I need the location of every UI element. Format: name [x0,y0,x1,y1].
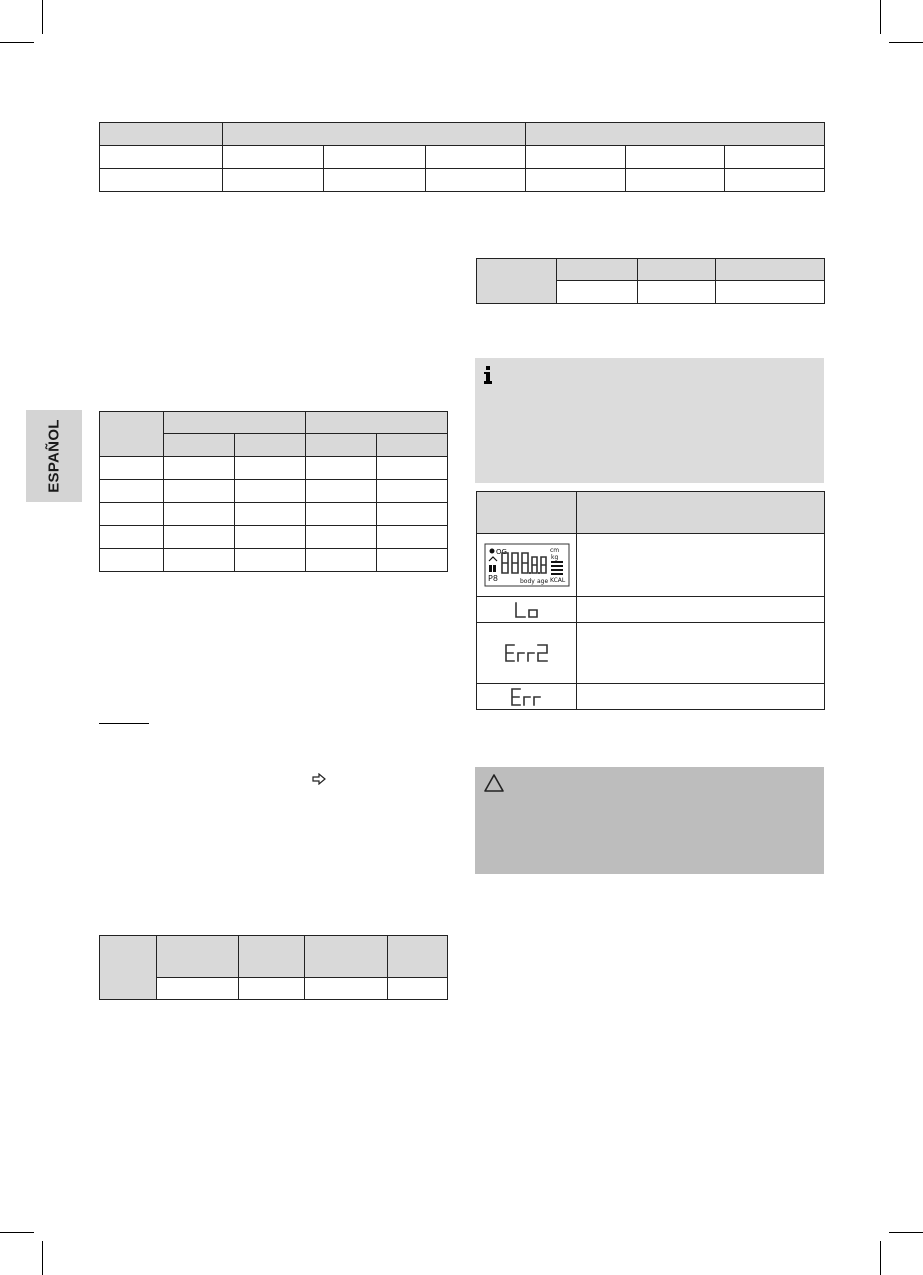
err-display-icon [511,688,543,706]
table-cell [388,978,448,1000]
crop-mark [0,1232,34,1233]
table-cell [235,503,306,526]
table-cell [306,412,448,434]
table-cell [235,549,306,572]
table-row [477,597,825,623]
table-cell [100,503,164,526]
table-row [100,503,448,526]
table-cell [164,412,306,434]
table-cell [377,480,448,503]
table-cell [157,936,239,978]
lcd-body-label: body [519,578,535,585]
table-row [100,480,448,503]
display-error-table [476,491,825,710]
table-cell [324,146,426,169]
table-cell [164,457,235,480]
table-cell [557,259,638,281]
table-cell [239,936,305,978]
table-cell [577,534,825,597]
table-header-row [477,259,825,281]
table-cell [306,503,377,526]
crop-mark [880,0,881,34]
warning-note-box [475,767,824,874]
top-table [99,122,825,192]
table-cell [239,978,305,1000]
table-cell [164,526,235,549]
table-cell [223,123,526,146]
table-cell [306,526,377,549]
table-row [100,146,825,169]
table-cell [100,146,223,169]
table-cell [426,169,526,192]
lo-display-cell [477,597,577,623]
table-cell [377,503,448,526]
table-cell [164,480,235,503]
table-header-row [100,936,448,978]
crop-mark [889,42,923,43]
table-cell [557,281,638,304]
table-cell [626,169,725,192]
table-cell [306,480,377,503]
table-cell [305,936,388,978]
table-cell [577,492,825,534]
table-cell [306,434,377,457]
table-cell [526,146,626,169]
table-cell [223,146,324,169]
table-cell [100,480,164,503]
table-cell [526,123,825,146]
lcd-cm-label: cm [549,547,559,554]
table-cell [100,936,157,1000]
table-header-row [100,123,825,146]
table-cell [100,526,164,549]
table-cell [426,146,526,169]
left-middle-table [99,411,448,572]
lcd-display-cell [477,534,577,597]
language-tab-label: ESPAÑOL [45,419,63,493]
language-tab [26,410,82,502]
table-cell [223,169,324,192]
err2-display-cell [477,623,577,684]
table-cell [716,259,825,281]
lcd-kcal-label: KCAL [549,577,565,584]
table-cell [164,503,235,526]
table-cell [377,434,448,457]
table-cell [477,259,557,304]
table-cell [164,549,235,572]
table-cell [638,259,716,281]
table-cell [100,123,223,146]
table-cell [377,526,448,549]
table-cell [716,281,825,304]
table-cell [626,146,725,169]
table-cell [306,457,377,480]
crop-mark [42,1241,43,1275]
table-cell [100,549,164,572]
table-cell [100,412,164,457]
table-cell [235,434,306,457]
table-cell [305,978,388,1000]
table-row [477,623,825,684]
table-cell [235,526,306,549]
table-cell [164,434,235,457]
err-display-cell [477,684,577,710]
table-cell [577,597,825,623]
table-cell [235,457,306,480]
table-cell [477,492,577,534]
table-row [100,526,448,549]
table-row [477,534,825,597]
table-cell [388,936,448,978]
lcd-age-label: age [536,578,548,585]
svg-text:OG: OG [495,548,507,556]
table-cell [577,623,825,684]
table-cell [377,549,448,572]
crop-mark [42,0,43,34]
table-row [100,549,448,572]
info-icon [483,366,493,384]
table-header-row [477,492,825,534]
arrow-right-icon [312,773,326,785]
table-cell [577,684,825,710]
table-row [477,684,825,710]
lcd-display-icon [484,543,570,587]
bottom-left-table [99,935,448,1000]
table-cell [100,169,223,192]
crop-mark [889,1232,923,1233]
err2-display-icon [505,644,549,662]
table-cell [324,169,426,192]
table-cell [306,549,377,572]
lo-display-icon [514,602,540,618]
table-cell [725,169,825,192]
table-row [100,169,825,192]
table-cell [157,978,239,1000]
table-cell [526,169,626,192]
warning-triangle-icon [483,773,505,793]
lcd-kg-label: kg [550,554,558,561]
table-cell [725,146,825,169]
crop-mark [880,1241,881,1275]
right-small-table [476,258,825,304]
info-note-box [475,358,824,483]
table-cell [638,281,716,304]
table-cell [377,457,448,480]
table-row [100,457,448,480]
table-header-row [100,412,448,434]
heading-underline [99,723,149,724]
table-cell [235,480,306,503]
table-cell [100,457,164,480]
lcd-pb-label: P8 [487,574,498,583]
crop-mark [0,42,34,43]
